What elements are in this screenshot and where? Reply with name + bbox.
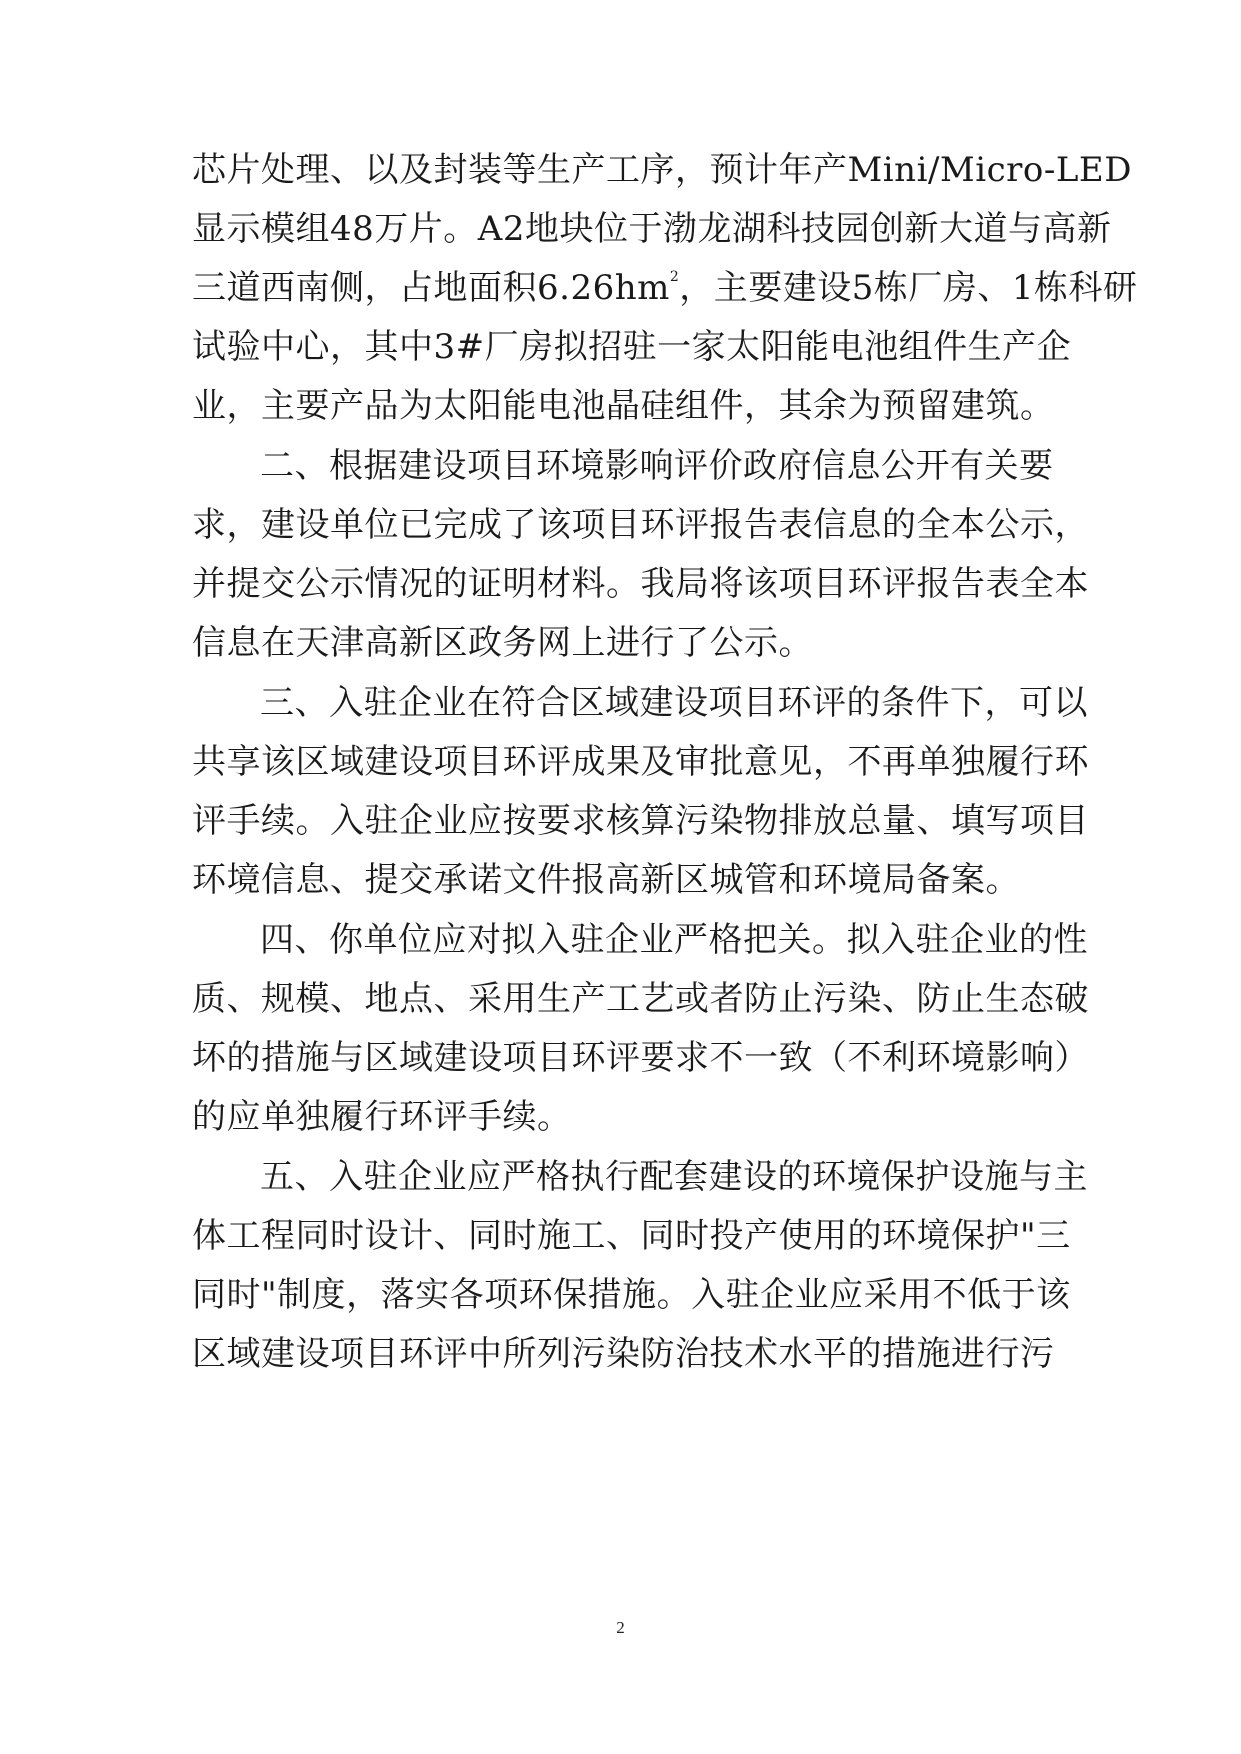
area-unit-superscript: 2 — [669, 268, 680, 285]
paragraph-3-line-2: 共享该区域建设项目环评成果及审批意见，不再单独履行环 — [192, 742, 1089, 782]
paragraph-1-line-3 — [192, 268, 1138, 308]
paragraph-5-line-2: 体工程同时设计、同时施工、同时投产使用的环境保护"三 — [192, 1216, 1071, 1256]
paragraph-4-line-4: 的应单独履行环评手续。 — [192, 1097, 572, 1137]
paragraph-3-line-4: 环境信息、提交承诺文件报高新区城管和环境局备案。 — [192, 860, 1020, 900]
paragraph-4-line-1: 四、你单位应对拟入驻企业严格把关。拟入驻企业的性 — [260, 920, 1088, 960]
area-text: 三道西南侧，占地面积6.26hm — [192, 268, 670, 308]
paragraph-4-line-3: 坏的措施与区域建设项目环评要求不一致（不利环境影响） — [192, 1038, 1089, 1078]
paragraph-3-line-3: 评手续。入驻企业应按要求核算污染物排放总量、填写项目 — [192, 801, 1089, 841]
page-number: 2 — [616, 1618, 625, 1637]
paragraph-2-line-4: 信息在天津高新区政务网上进行了公示。 — [192, 623, 813, 663]
paragraph-2-line-3: 并提交公示情况的证明材料。我局将该项目环评报告表全本 — [192, 564, 1089, 604]
paragraph-5-line-4: 区域建设项目环评中所列污染防治技术水平的措施进行污 — [192, 1334, 1055, 1374]
paragraph-1-line-1: 芯片处理、以及封装等生产工序，预计年产Mini/Micro-LED — [192, 150, 1133, 190]
paragraph-1-line-4: 试验中心，其中3#厂房拟招驻一家太阳能电池组件生产企 — [192, 327, 1072, 367]
paragraph-3-line-1: 三、入驻企业在符合区域建设项目环评的条件下，可以 — [260, 683, 1088, 723]
paragraph-5-line-1: 五、入驻企业应严格执行配套建设的环境保护设施与主 — [260, 1157, 1088, 1197]
paragraph-2-line-1: 二、根据建设项目环境影响评价政府信息公开有关要 — [260, 446, 1054, 486]
area-text-continued: ，主要建设5栋厂房、1栋科研 — [679, 268, 1138, 308]
paragraph-1-line-5: 业，主要产品为太阳能电池晶硅组件，其余为预留建筑。 — [192, 386, 1055, 426]
paragraph-2-line-2: 求，建设单位已完成了该项目环评报告表信息的全本公示， — [192, 505, 1089, 545]
paragraph-1-line-2: 显示模组48万片。A2地块位于渤龙湖科技园创新大道与高新 — [192, 209, 1112, 249]
paragraph-4-line-2: 质、规模、地点、采用生产工艺或者防止污染、防止生态破 — [192, 979, 1089, 1019]
paragraph-5-line-3: 同时"制度，落实各项环保措施。入驻企业应采用不低于该 — [192, 1275, 1071, 1315]
